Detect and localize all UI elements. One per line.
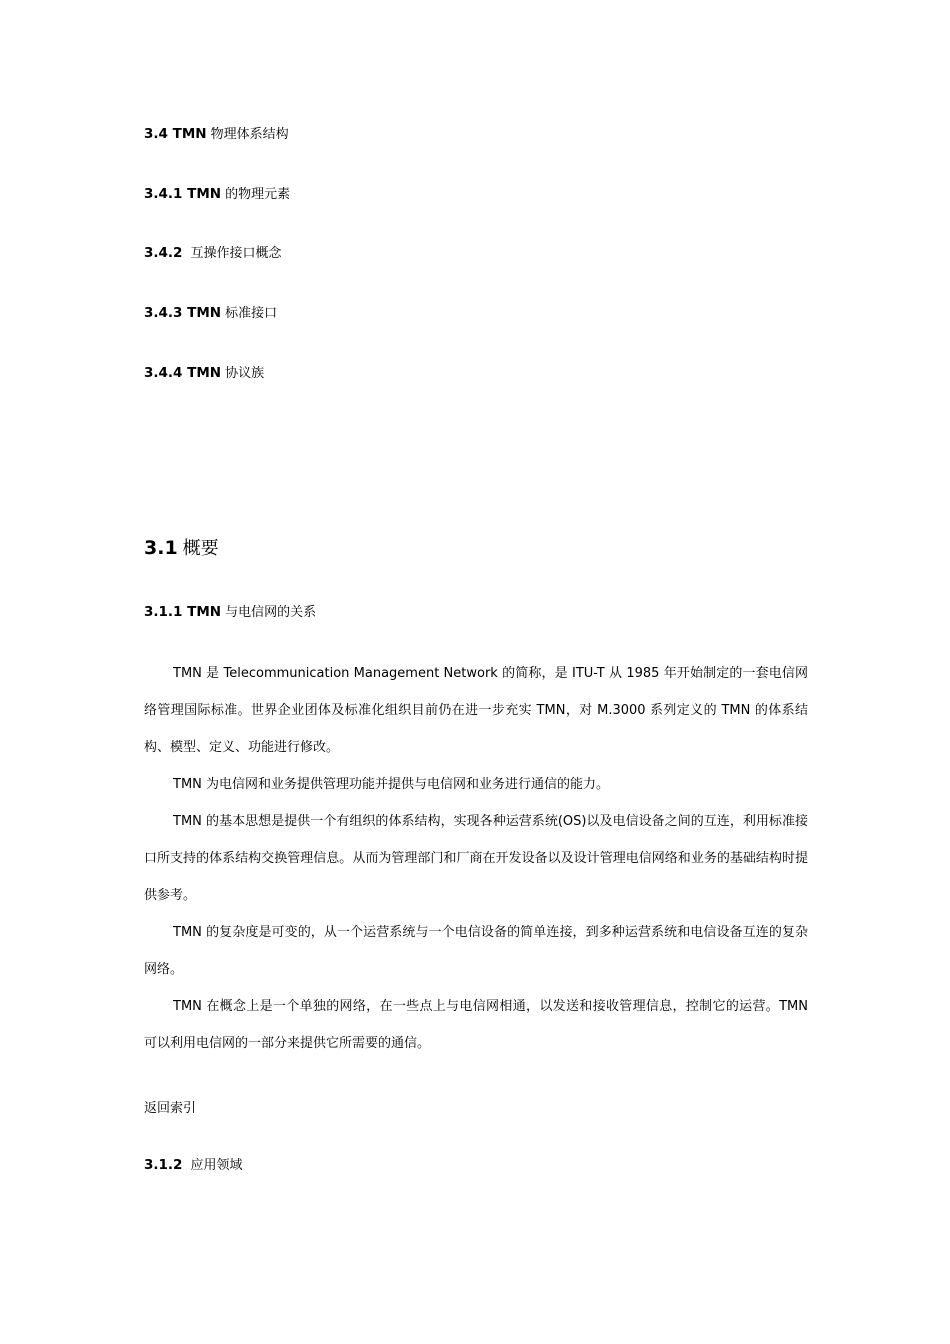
section-heading xyxy=(144,535,219,562)
subsection-heading xyxy=(144,602,316,623)
toc-item-3-4-1[interactable] xyxy=(144,184,290,205)
toc-item-3-4[interactable] xyxy=(144,124,289,145)
subsection-number: 3.1.2 xyxy=(144,1157,183,1173)
paragraph: TMN 的基本思想是提供一个有组织的体系结构，实现各种运营系统(OS)以及电信设备之间的互连，利用标准接口所支持的体系结构交换管理信息。从而为管理部门和厂商在开发设备以及设计管理电信网络和业务的基础结构时提供参考。 xyxy=(144,814,808,903)
toc-item-number: 3.4.4 TMN xyxy=(144,365,222,381)
subsection-title: 应用领域 xyxy=(190,1158,243,1173)
toc-item-number: 3.4.2 xyxy=(144,245,183,261)
paragraph: TMN 为电信网和业务提供管理功能并提供与电信网和业务进行通信的能力。 xyxy=(173,777,610,792)
subsection-title: 与电信网的关系 xyxy=(225,605,317,620)
section-number: 3.1 xyxy=(144,537,178,559)
toc-item-label: 的物理元素 xyxy=(225,187,291,202)
toc-item-number: 3.4.3 TMN xyxy=(144,305,222,321)
toc-item-label: 物理体系结构 xyxy=(210,127,289,142)
paragraph: TMN 在概念上是一个单独的网络，在一些点上与电信网相通，以发送和接收管理信息，控制它的运营。TMN 可以利用电信网的一部分来提供它所需要的通信。 xyxy=(144,999,808,1051)
paragraph: TMN 是 Telecommunication Management Network 的简称，是 ITU-T 从 1985 年开始制定的一套电信网络管理国际标准。世界企业团体及标准化组织目前仍在进一步充实 TMN，对 M.3000 系列定义的 TMN 的体系结构、模型、定义、功能进行修改。 xyxy=(144,666,808,755)
toc-item-label: 协议族 xyxy=(225,366,265,381)
paragraph: TMN 的复杂度是可变的，从一个运营系统与一个电信设备的简单连接，到多种运营系统和电信设备互连的复杂网络。 xyxy=(144,925,808,977)
toc-item-3-4-2[interactable] xyxy=(144,243,281,264)
toc-item-label: 标准接口 xyxy=(225,306,278,321)
toc-item-3-4-3[interactable] xyxy=(144,303,277,324)
back-to-index-label: 返回索引 xyxy=(144,1101,197,1116)
toc-item-3-4-4[interactable] xyxy=(144,363,264,384)
toc-item-number: 3.4.1 TMN xyxy=(144,186,222,202)
section-title: 概要 xyxy=(182,538,219,559)
toc-item-number: 3.4 TMN xyxy=(144,126,207,142)
subsection-heading xyxy=(144,1155,242,1176)
body-text xyxy=(144,655,808,1062)
subsection-number: 3.1.1 TMN xyxy=(144,604,222,620)
back-to-index-link[interactable] xyxy=(144,1098,196,1119)
toc-item-label: 互操作接口概念 xyxy=(190,246,282,261)
